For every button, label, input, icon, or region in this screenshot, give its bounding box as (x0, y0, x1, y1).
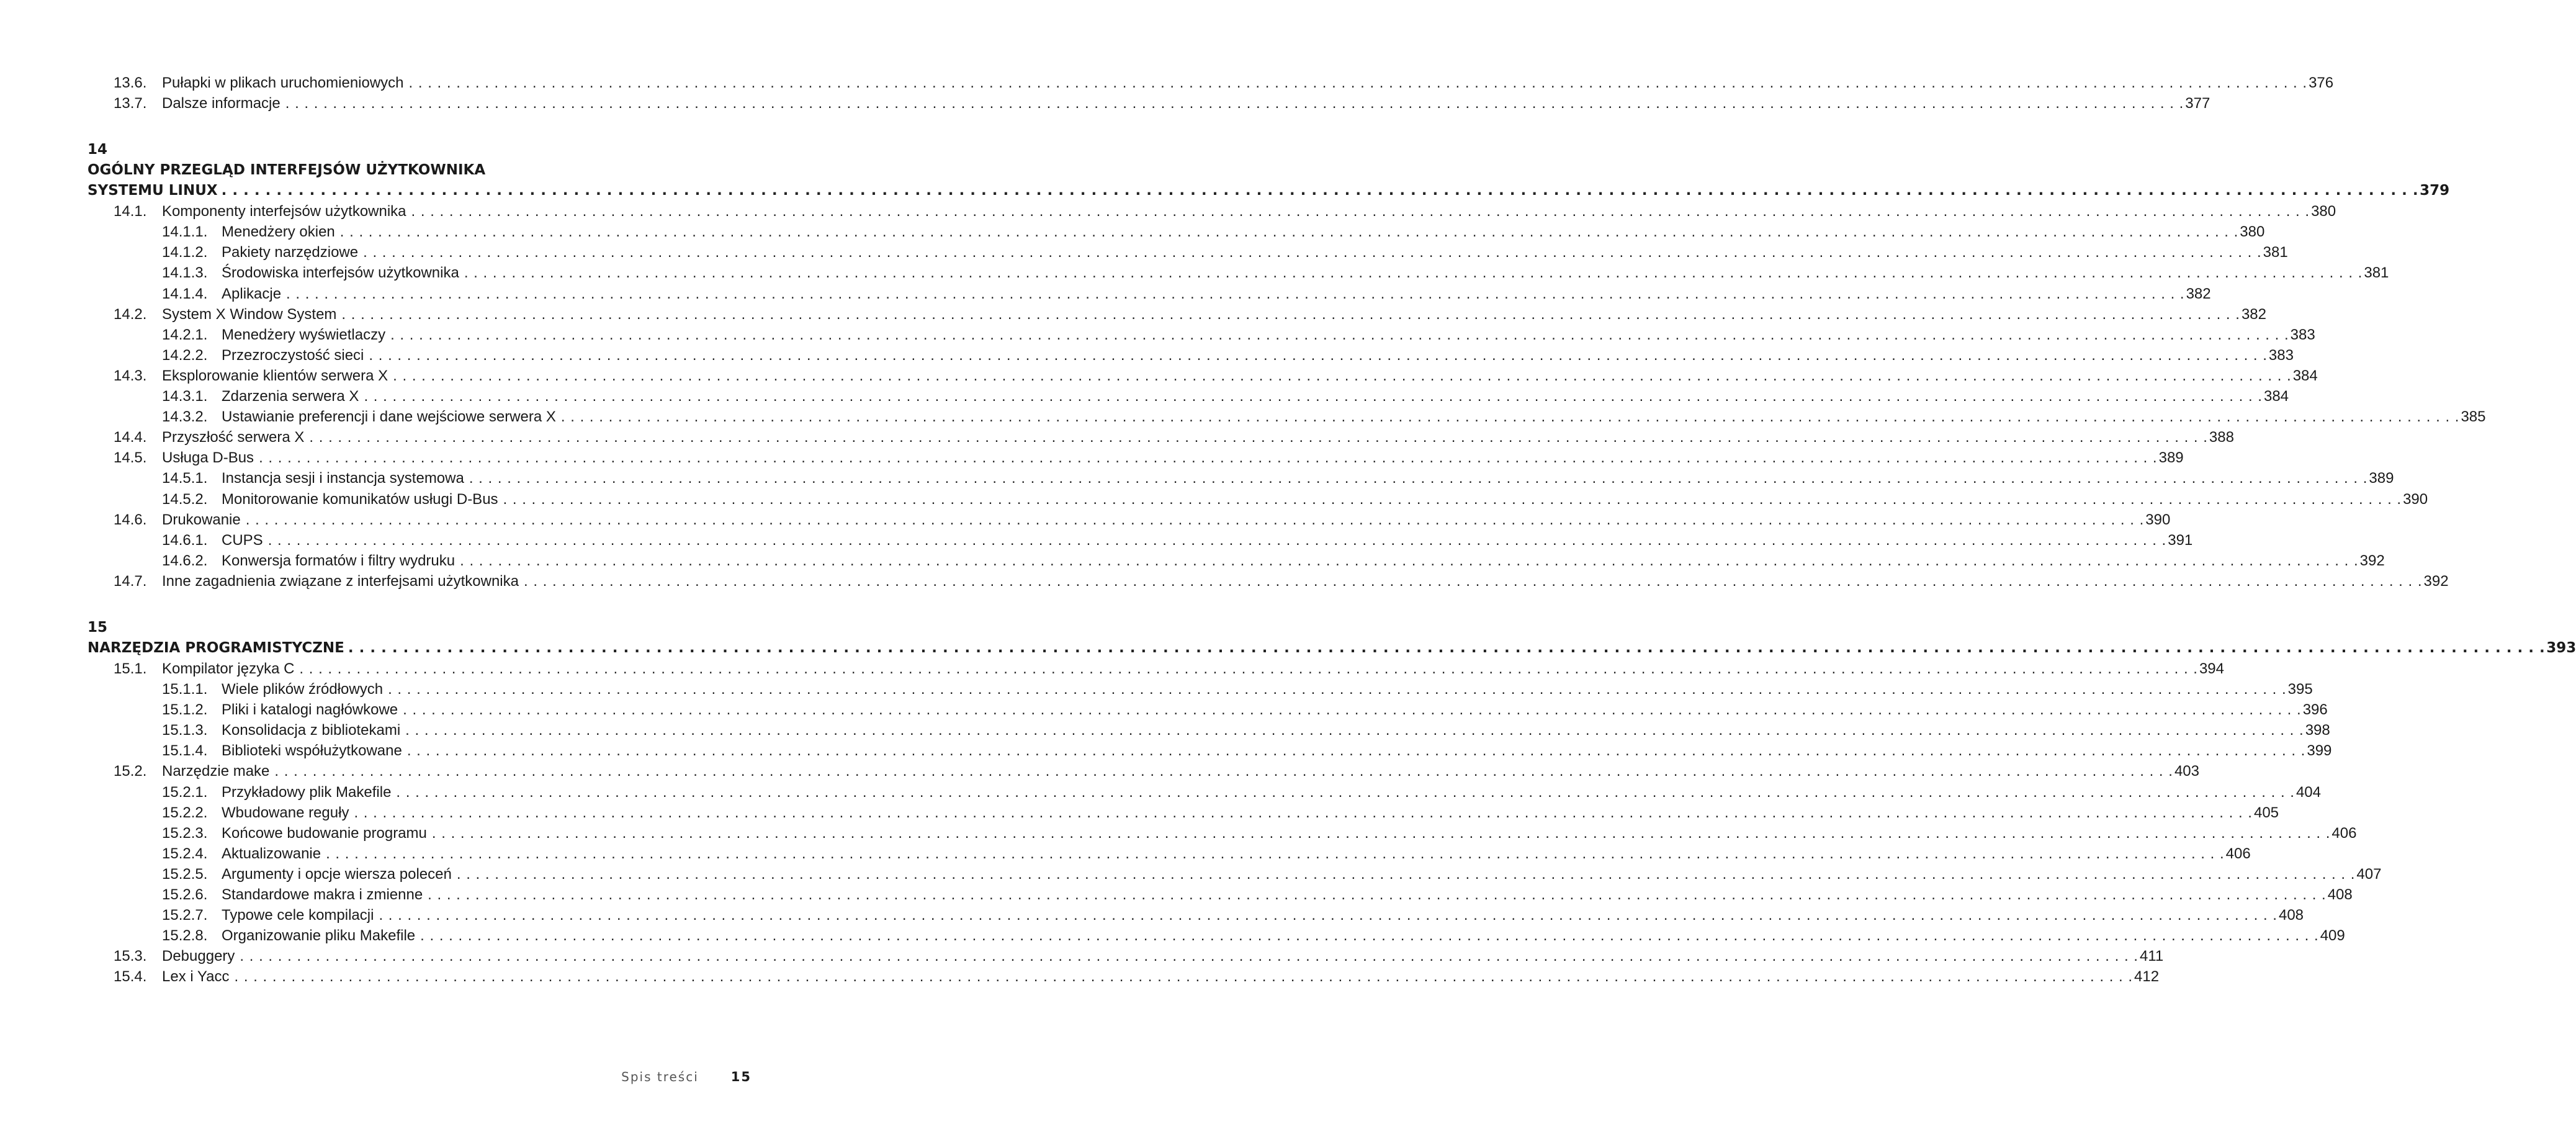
dot-leader: . . . . . . . . . . . . . . . . . . . . . . . . . . . . . . . . . . . . . . . . . . . . . . . . . . . . . . . . . . . . . . . . . . . . . . . . . . . . . . . . . . . . . . . . . . . . . . . . . . . . . . . . . . . . . . . . . . . . . . . . . . . . . . . . . . . . . . . . . . . . . . . . . . . . . . . . . . . . . . . . . . . . . . . . . . . . . . . . . . . . . . . . . . . . . . . . . . . . . . . . (403, 701, 2302, 719)
section-title: Aplikacje (222, 285, 282, 302)
page-number: 382 (2186, 285, 2211, 302)
section-number: 15.2.1. (162, 783, 208, 801)
toc-entry[interactable] (88, 73, 2334, 93)
dot-leader: . . . . . . . . . . . . . . . . . . . . . . . . . . . . . . . . . . . . . . . . . . . . . . . . . . . . . . . . . . . . . . . . . . . . . . . . . . . . . . . . . . . . . . . . . . . . . . . . . . . . . . . . . . . . . . . . . . . . . . . . . . . . . . . . . . . . . . . . . . . . . . . . . . . . . . . . . . . . . . . . . . . . . . . . . . . . . . . . . . . . . . . . . . . . . . . . . . . . . . . . (431, 824, 2331, 842)
dot-leader: . . . . . . . . . . . . . . . . . . . . . . . . . . . . . . . . . . . . . . . . . . . . . . . . . . . . . . . . . . . . . . . . . . . . . . . . . . . . . . . . . . . . . . . . . . . . . . . . . . . . . . . . . . . . . . . . . . . . . . . . . . . . . . . . . . . . . . . . . . . . . . . . . . . . . . . . . . . . . . . . . . . . . . . . . . . . . . . . . . . . . . . . . . . . . . . . . . . . . . . . (390, 326, 2289, 343)
section-title: Komponenty interfejsów użytkownika (162, 203, 406, 220)
page-number: 411 (2139, 948, 2164, 965)
page-number: 390 (2403, 490, 2428, 508)
chapter-number: 15 (88, 619, 108, 636)
section-title: System X Window System (162, 305, 337, 323)
dot-leader: . . . . . . . . . . . . . . . . . . . . . . . . . . . . . . . . . . . . . . . . . . . . . . . . . . . . . . . . . . . . . . . . . . . . . . . . . . . . . . . . . . . . . . . . . . . . . . . . . . . . . . . . . . . . . . . . . . . . . . . . . . . . . . . . . . . . . . . . . . . . . . . . . . . . . . . . . . . . . . . . . . . . . . . . . . . . . . . . . . . . . . . . . . . . . . . . . . . . . . . . (469, 470, 2368, 487)
section-title: CUPS (222, 531, 263, 549)
page-number: 406 (2225, 845, 2251, 862)
toc-entry[interactable] (88, 510, 2171, 530)
section-title: Monitorowanie komunikatów usługi D-Bus (222, 490, 498, 508)
chapter-title-text: NARZĘDZIA PROGRAMISTYCZNE (88, 639, 344, 656)
toc-subentry[interactable] (88, 407, 2486, 427)
chapter-page-number: 379 (2420, 182, 2450, 199)
toc-subentry[interactable] (88, 823, 2357, 843)
dot-leader: . . . . . . . . . . . . . . . . . . . . . . . . . . . . . . . . . . . . . . . . . . . . . . . . . . . . . . . . . . . . . . . . . . . . . . . . . . . . . . . . . . . . . . . . . . . . . . . . . . . . . . . . . . . . . . . . . . . . . . . . . . . . . . . . . . . . . . . . . . . . . . . . . . . . . . . . . . . . . . . . . . . . . . . . . . . . . . . . . . . . . . . . . . . . . . . . . . . . . . . . (274, 763, 2173, 780)
section-title: Zdarzenia serwera X (222, 388, 359, 405)
toc-subentry[interactable] (88, 325, 2315, 345)
section-title: Usługa D-Bus (162, 449, 254, 467)
section-title: Argumenty i opcje wiersza poleceń (222, 865, 452, 883)
dot-leader: . . . . . . . . . . . . . . . . . . . . . . . . . . . . . . . . . . . . . . . . . . . . . . . . . . . . . . . . . . . . . . . . . . . . . . . . . . . . . . . . . . . . . . . . . . . . . . . . . . . . . . . . . . . . . . . . . . . . . . . . . . . . . . . . . . . . . . . . . . . . . . . . . . . . . . . . . . . . . . . . . . . . . . . . . . . . . . . . . . . . . . . . . . . . . . . . . . . . . . . . (364, 388, 2263, 405)
section-title: Eksplorowanie klientów serwera X (162, 367, 388, 384)
section-number: 14.5. (114, 449, 147, 467)
section-number: 14.6. (114, 511, 147, 528)
dot-leader: . . . . . . . . . . . . . . . . . . . . . . . . . . . . . . . . . . . . . . . . . . . . . . . . . . . . . . . . . . . . . . . . . . . . . . . . . . . . . . . . . . . . . . . . . . . . . . . . . . . . . . . . . . . . . . . . . . . . . . . . . . . . . . . . . . . . . . . . . . . . . . . . . . . . . . . . . . . . . . . . . . . . . . . . . . . . . . . . . . . . . . . . . . . . . . . . . . . . . . . . (406, 742, 2306, 760)
toc-subentry[interactable] (88, 925, 2345, 946)
page-number: 381 (2263, 244, 2288, 261)
section-title: Kompilator języka C (162, 660, 295, 677)
spacer (88, 114, 752, 140)
section-number: 14.1.2. (162, 244, 208, 261)
dot-leader: . . . . . . . . . . . . . . . . . . . . . . . . . . . . . . . . . . . . . . . . . . . . . . . . . . . . . . . . . . . . . . . . . . . . . . . . . . . . . . . . . . . . . . . . . . . . . . . . . . . . . . . . . . . . . . . . . . . . . . . . . . . . . . . . . . . . . . . . . . . . . . . . . . . . . . . . . . . . . . . . . . . . . . . . . . . . . . . . . . . . . . . . . . . . . . . . . . . . . . . . (221, 182, 2419, 199)
dot-leader: . . . . . . . . . . . . . . . . . . . . . . . . . . . . . . . . . . . . . . . . . . . . . . . . . . . . . . . . . . . . . . . . . . . . . . . . . . . . . . . . . . . . . . . . . . . . . . . . . . . . . . . . . . . . . . . . . . . . . . . . . . . . . . . . . . . . . . . . . . . . . . . . . . . . . . . . . . . . . . . . . . . . . . . . . . . . . . . . . . . . . . . . . . . . . . . . . . . . . . . . (420, 927, 2319, 945)
chapter-title[interactable] (88, 638, 2576, 659)
dot-leader: . . . . . . . . . . . . . . . . . . . . . . . . . . . . . . . . . . . . . . . . . . . . . . . . . . . . . . . . . . . . . . . . . . . . . . . . . . . . . . . . . . . . . . . . . . . . . . . . . . . . . . . . . . . . . . . . . . . . . . . . . . . . . . . . . . . . . . . . . . . . . . . . . . . . . . . . . . . . . . . . . . . . . . . . . . . . . . . . . . . . . . . . . . . . . . . . . . . . . . . . (428, 886, 2327, 903)
dot-leader: . . . . . . . . . . . . . . . . . . . . . . . . . . . . . . . . . . . . . . . . . . . . . . . . . . . . . . . . . . . . . . . . . . . . . . . . . . . . . . . . . . . . . . . . . . . . . . . . . . . . . . . . . . . . . . . . . . . . . . . . . . . . . . . . . . . . . . . . . . . . . . . . . . . . . . . . . . . . . . . . . . . . . . . . . . . . . . . . . . . . . . . . . . . . . . . . . . . . . . . . (309, 429, 2208, 446)
chapter-number: 14 (88, 142, 108, 158)
toc-entry[interactable] (88, 93, 2210, 114)
section-number: 15.2.7. (162, 907, 208, 924)
dot-leader: . . . . . . . . . . . . . . . . . . . . . . . . . . . . . . . . . . . . . . . . . . . . . . . . . . . . . . . . . . . . . . . . . . . . . . . . . . . . . . . . . . . . . . . . . . . . . . . . . . . . . . . . . . . . . . . . . . . . . . . . . . . . . . . . . . . . . . . . . . . . . . . . . . . . . . . . . . . . . . . . . . . . . . . . . . . . . . . . . . . . . . . . . . . . . . . . . . . . . . . . (405, 722, 2304, 739)
toc-subentry[interactable] (88, 551, 2385, 571)
section-number: 15.2. (114, 763, 147, 780)
section-number: 15.2.3. (162, 824, 208, 842)
section-title: Pułapki w plikach uruchomieniowych (162, 74, 404, 91)
running-footer-label: Spis treści (621, 1069, 699, 1084)
toc-subentry[interactable] (88, 242, 2288, 263)
dot-leader: . . . . . . . . . . . . . . . . . . . . . . . . . . . . . . . . . . . . . . . . . . . . . . . . . . . . . . . . . . . . . . . . . . . . . . . . . . . . . . . . . . . . . . . . . . . . . . . . . . . . . . . . . . . . . . . . . . . . . . . . . . . . . . . . . . . . . . . . . . . . . . . . . . . . . . . . . . . . . . . . . . . . . . . . . . . . . . . . . . . . . . . . . . . . . . . . . . . . . . . . (286, 285, 2185, 302)
toc-entry[interactable] (88, 659, 2224, 679)
dot-leader: . . . . . . . . . . . . . . . . . . . . . . . . . . . . . . . . . . . . . . . . . . . . . . . . . . . . . . . . . . . . . . . . . . . . . . . . . . . . . . . . . . . . . . . . . . . . . . . . . . . . . . . . . . . . . . . . . . . . . . . . . . . . . . . . . . . . . . . . . . . . . . . . . . . . . . . . . . . . . . . . . . . . . . . . . . . . . . . . . . . . . . . . . . . . . . . . . . . . . . . . (354, 804, 2253, 821)
section-number: 14.2.1. (162, 326, 208, 343)
section-title: Narzędzie make (162, 763, 270, 780)
section-number: 13.6. (114, 74, 147, 91)
page-number: 399 (2307, 742, 2332, 760)
toc-entry[interactable] (88, 571, 2449, 591)
dot-leader: . . . . . . . . . . . . . . . . . . . . . . . . . . . . . . . . . . . . . . . . . . . . . . . . . . . . . . . . . . . . . . . . . . . . . . . . . . . . . . . . . . . . . . . . . . . . . . . . . . . . . . . . . . . . . . . . . . . . . . . . . . . . . . . . . . . . . . . . . . . . . . . . . . . . . . . . . . . . . . . . . . . . . . . . . . . . . . . . . . . . . . . . . . . . . . . . . . . . . . . . (234, 968, 2134, 986)
section-title: Menedżery wyświetlaczy (222, 326, 386, 343)
chapter-title-text: SYSTEMU LINUX (88, 182, 218, 199)
toc-entry[interactable] (88, 366, 2318, 386)
section-number: 15.3. (114, 948, 147, 965)
section-number: 15.2.6. (162, 886, 208, 903)
toc-subentry[interactable] (88, 345, 2294, 366)
dot-leader: . . . . . . . . . . . . . . . . . . . . . . . . . . . . . . . . . . . . . . . . . . . . . . . . . . . . . . . . . . . . . . . . . . . . . . . . . . . . . . . . . . . . . . . . . . . . . . . . . . . . . . . . . . . . . . . . . . . . . . . . . . . . . . . . . . . . . . . . . . . . . . . . . . . . . . . . . . . . . . . . . . . . . . . . . . . . . . . . . . . . . . . . . . . . . . . . . . . . . . . . (411, 203, 2310, 220)
section-title: Wiele plików źródłowych (222, 681, 384, 698)
page-number: 384 (2292, 367, 2318, 384)
page-number: 383 (2290, 326, 2315, 343)
dot-leader: . . . . . . . . . . . . . . . . . . . . . . . . . . . . . . . . . . . . . . . . . . . . . . . . . . . . . . . . . . . . . . . . . . . . . . . . . . . . . . . . . . . . . . . . . . . . . . . . . . . . . . . . . . . . . . . . . . . . . . . . . . . . . . . . . . . . . . . . . . . . . . . . . . . . . . . . . . . . . . . . . . . . . . . . . . . . . . . . . . . . . . . . . . . . . . . . . . . . . . . . (396, 783, 2295, 801)
dot-leader: . . . . . . . . . . . . . . . . . . . . . . . . . . . . . . . . . . . . . . . . . . . . . . . . . . . . . . . . . . . . . . . . . . . . . . . . . . . . . . . . . . . . . . . . . . . . . . . . . . . . . . . . . . . . . . . . . . . . . . . . . . . . . . . . . . . . . . . . . . . . . . . . . . . . . . . . . . . . . . . . . . . . . . . . . . . . . . . . . . . . . . . . . . . . . . . . . . . . . . . . (456, 865, 2356, 883)
section-number: 14.5.2. (162, 490, 208, 508)
section-title: Środowiska interfejsów użytkownika (222, 264, 459, 282)
section-number: 14.3. (114, 367, 147, 384)
section-number: 14.2.2. (162, 346, 208, 364)
section-title: Lex i Yacc (162, 968, 230, 986)
toc-subentry[interactable] (88, 489, 2428, 510)
section-title: Przezroczystość sieci (222, 346, 364, 364)
toc-subentry[interactable] (88, 468, 2394, 488)
page-number: 15 (730, 1069, 752, 1084)
section-list-chapter-15 (88, 659, 2382, 987)
dot-leader: . . . . . . . . . . . . . . . . . . . . . . . . . . . . . . . . . . . . . . . . . . . . . . . . . . . . . . . . . . . . . . . . . . . . . . . . . . . . . . . . . . . . . . . . . . . . . . . . . . . . . . . . . . . . . . . . . . . . . . . . . . . . . . . . . . . . . . . . . . . . . . . . . . . . . . . . . . . . . . . . . . . . . . . . . . . . . . . . . . . . . . . . . . . . . . . . . . . . . . . . (240, 948, 2138, 965)
section-title: Ustawianie preferencji i dane wejściowe serwera X (222, 408, 556, 426)
toc-entry[interactable] (88, 966, 2160, 987)
section-number: 15.2.8. (162, 927, 208, 945)
toc-subentry[interactable] (88, 222, 2265, 242)
page-number: 391 (2168, 531, 2193, 549)
toc-entry[interactable] (88, 304, 2266, 325)
spacer (88, 591, 752, 618)
toc-subentry[interactable] (88, 699, 2328, 720)
toc-entry[interactable] (88, 946, 2164, 966)
section-title: Biblioteki współużytkowane (222, 742, 402, 760)
section-title: Drukowanie (162, 511, 241, 528)
section-number: 14.1.4. (162, 285, 208, 302)
section-title: Aktualizowanie (222, 845, 321, 862)
section-title: Instancja sesji i instancja systemowa (222, 470, 464, 487)
toc-subentry[interactable] (88, 843, 2251, 864)
toc-subentry[interactable] (88, 803, 2279, 823)
toc-entry[interactable] (88, 427, 2234, 447)
dot-leader: . . . . . . . . . . . . . . . . . . . . . . . . . . . . . . . . . . . . . . . . . . . . . . . . . . . . . . . . . . . . . . . . . . . . . . . . . . . . . . . . . . . . . . . . . . . . . . . . . . . . . . . . . . . . . . . . . . . . . . . . . . . . . . . . . . . . . . . . . . . . . . . . . . . . . . . . . . . . . . . . . . . . . . . . . . . . . . . . . . . . . . . . . . . . . . . . . . . . . . . . (267, 531, 2167, 549)
toc-entry[interactable] (88, 201, 2336, 222)
toc-subentry[interactable] (88, 782, 2321, 803)
toc-subentry[interactable] (88, 530, 2193, 551)
dot-leader: . . . . . . . . . . . . . . . . . . . . . . . . . . . . . . . . . . . . . . . . . . . . . . . . . . . . . . . . . . . . . . . . . . . . . . . . . . . . . . . . . . . . . . . . . . . . . . . . . . . . . . . . . . . . . . . . . . . . . . . . . . . . . . . . . . . . . . . . . . . . . . . . . . . . . . . . . . . . . . . . . . . . . . . . . . . . . . . . . . . . . . . . . . . . . . . . . . . . . . . . (408, 74, 2308, 91)
chapter-title-continued[interactable] (88, 181, 2450, 201)
section-title: Standardowe makra i zmienne (222, 886, 423, 903)
page-number: 385 (2461, 408, 2486, 426)
toc-subentry[interactable] (88, 679, 2313, 699)
page-number: 381 (2364, 264, 2389, 282)
table-of-contents (88, 73, 2576, 987)
page-number: 403 (2174, 763, 2199, 780)
dot-leader: . . . . . . . . . . . . . . . . . . . . . . . . . . . . . . . . . . . . . . . . . . . . . . . . . . . . . . . . . . . . . . . . . . . . . . . . . . . . . . . . . . . . . . . . . . . . . . . . . . . . . . . . . . . . . . . . . . . . . . . . . . . . . . . . . . . . . . . . . . . . . . . . . . . . . . . . . . . . . . . . . . . . . . . . . . . . . . . . . . . . . . . . . . . . . . . . . . . . . . . . (503, 490, 2402, 508)
page-number: 382 (2241, 305, 2266, 323)
section-title: Typowe cele kompilacji (222, 907, 374, 924)
toc-subentry[interactable] (88, 864, 2382, 884)
section-title: Wbudowane reguły (222, 804, 349, 821)
page-number: 380 (2311, 203, 2336, 220)
section-number: 15.2.5. (162, 865, 208, 883)
section-title: Przykładowy plik Makefile (222, 783, 392, 801)
page-number: 406 (2331, 824, 2357, 842)
section-title: Przyszłość serwera X (162, 429, 305, 446)
section-title: Inne zagadnienia związane z interfejsami użytkownika (162, 572, 519, 590)
dot-leader: . . . . . . . . . . . . . . . . . . . . . . . . . . . . . . . . . . . . . . . . . . . . . . . . . . . . . . . . . . . . . . . . . . . . . . . . . . . . . . . . . . . . . . . . . . . . . . . . . . . . . . . . . . . . . . . . . . . . . . . . . . . . . . . . . . . . . . . . . . . . . . . . . . . . . . . . . . . . . . . . . . . . . . . . . . . . . . . . . . . . . . . . . . . . . . . . . . . . . . . . (341, 305, 2240, 323)
section-number: 14.3.1. (162, 388, 208, 405)
section-number: 14.1.1. (162, 223, 208, 241)
dot-leader: . . . . . . . . . . . . . . . . . . . . . . . . . . . . . . . . . . . . . . . . . . . . . . . . . . . . . . . . . . . . . . . . . . . . . . . . . . . . . . . . . . . . . . . . . . . . . . . . . . . . . . . . . . . . . . . . . . . . . . . . . . . . . . . . . . . . . . . . . . . . . . . . . . . . . . . . . . . . . . . . . . . . . . . . . . . . . . . . . . . . . . . . . . . . . . . . . . . . . . . . (560, 408, 2460, 426)
section-title: Konsolidacja z bibliotekami (222, 722, 401, 739)
toc-subentry[interactable] (88, 740, 2332, 761)
page-number: 398 (2305, 722, 2330, 739)
section-number: 15.1.4. (162, 742, 208, 760)
section-number: 15.2.2. (162, 804, 208, 821)
section-number: 14.1. (114, 203, 147, 220)
dot-leader: . . . . . . . . . . . . . . . . . . . . . . . . . . . . . . . . . . . . . . . . . . . . . . . . . . . . . . . . . . . . . . . . . . . . . . . . . . . . . . . . . . . . . . . . . . . . . . . . . . . . . . . . . . . . . . . . . . . . . . . . . . . . . . . . . . . . . . . . . . . . . . . . . . . . . . . . . . . . . . . . . . . . . . . . . . . . . . . . . . . . . . . . . . . . . . . . . . . . . . . . (339, 223, 2239, 241)
section-number: 14.7. (114, 572, 147, 590)
section-number: 15.1. (114, 660, 147, 677)
page-number: 383 (2268, 346, 2294, 364)
chapter-title[interactable] (88, 160, 752, 181)
section-number: 14.3.2. (162, 408, 208, 426)
dot-leader: . . . . . . . . . . . . . . . . . . . . . . . . . . . . . . . . . . . . . . . . . . . . . . . . . . . . . . . . . . . . . . . . . . . . . . . . . . . . . . . . . . . . . . . . . . . . . . . . . . . . . . . . . . . . . . . . . . . . . . . . . . . . . . . . . . . . . . . . . . . . . . . . . . . . . . . . . . . . . . . . . . . . . . . . . . . . . . . . . . . . . . . . . . . . . . . . . . . . . . . . (460, 552, 2359, 569)
section-number: 15.1.3. (162, 722, 208, 739)
toc-subentry[interactable] (88, 284, 2211, 304)
toc-subentry[interactable] (88, 905, 2304, 925)
section-number: 14.1.3. (162, 264, 208, 282)
page-number: 409 (2320, 927, 2345, 945)
section-number: 14.4. (114, 429, 147, 446)
page-number: 408 (2278, 907, 2304, 924)
page-number: 377 (2185, 95, 2210, 112)
page-number: 376 (2309, 74, 2334, 91)
page-footer (621, 1069, 752, 1084)
page-number: 408 (2327, 886, 2353, 903)
page-number: 404 (2296, 783, 2321, 801)
section-number: 15.1.2. (162, 701, 208, 719)
section-number: 13.7. (114, 95, 147, 112)
section-list-chapter-13 (88, 73, 2334, 114)
page-number: 388 (2209, 429, 2234, 446)
toc-entry[interactable] (88, 761, 2199, 781)
page-number: 384 (2263, 388, 2289, 405)
page-number: 405 (2253, 804, 2279, 821)
page-number: 412 (2134, 968, 2160, 986)
dot-leader: . . . . . . . . . . . . . . . . . . . . . . . . . . . . . . . . . . . . . . . . . . . . . . . . . . . . . . . . . . . . . . . . . . . . . . . . . . . . . . . . . . . . . . . . . . . . . . . . . . . . . . . . . . . . . . . . . . . . . . . . . . . . . . . . . . . . . . . . . . . . . . . . . . . . . . . . . . . . . . . . . . . . . . . . . . . . . . . . . . . . . . . . . . . . . . . . . . . . . . . . (259, 449, 2158, 467)
section-number: 14.2. (114, 305, 147, 323)
section-title: Konwersja formatów i filtry wydruku (222, 552, 456, 569)
section-number: 14.6.2. (162, 552, 208, 569)
dot-leader: . . . . . . . . . . . . . . . . . . . . . . . . . . . . . . . . . . . . . . . . . . . . . . . . . . . . . . . . . . . . . . . . . . . . . . . . . . . . . . . . . . . . . . . . . . . . . . . . . . . . . . . . . . . . . . . . . . . . . . . . . . . . . . . . . . . . . . . . . . . . . . . . . . . . . . . . . . . . . . . . . . . . . . . . . . . . . . . . . . . . . . . . . . . . . . . . . . . . . . . . (285, 95, 2184, 112)
section-title: Końcowe budowanie programu (222, 824, 427, 842)
toc-subentry[interactable] (88, 720, 2330, 740)
page-number: 390 (2145, 511, 2171, 528)
section-number: 15.4. (114, 968, 147, 986)
section-title: Debuggery (162, 948, 235, 965)
section-title: Organizowanie pliku Makefile (222, 927, 416, 945)
dot-leader: . . . . . . . . . . . . . . . . . . . . . . . . . . . . . . . . . . . . . . . . . . . . . . . . . . . . . . . . . . . . . . . . . . . . . . . . . . . . . . . . . . . . . . . . . . . . . . . . . . . . . . . . . . . . . . . . . . . . . . . . . . . . . . . . . . . . . . . . . . . . . . . . . . . . . . . . . . . . . . . . . . . . . . . . . . . . . . . . . . . . . . . . . . . . . . . . . . . . . . . . (326, 845, 2225, 862)
section-number: 15.2.4. (162, 845, 208, 862)
page-number: 396 (2302, 701, 2328, 719)
dot-leader: . . . . . . . . . . . . . . . . . . . . . . . . . . . . . . . . . . . . . . . . . . . . . . . . . . . . . . . . . . . . . . . . . . . . . . . . . . . . . . . . . . . . . . . . . . . . . . . . . . . . . . . . . . . . . . . . . . . . . . . . . . . . . . . . . . . . . . . . . . . . . . . . . . . . . . . . . . . . . . . . . . . . . . . . . . . . . . . . . . . . . . . . . . . . . . . . . . . . . . . . (299, 660, 2198, 677)
section-title: Pliki i katalogi nagłówkowe (222, 701, 398, 719)
dot-leader: . . . . . . . . . . . . . . . . . . . . . . . . . . . . . . . . . . . . . . . . . . . . . . . . . . . . . . . . . . . . . . . . . . . . . . . . . . . . . . . . . . . . . . . . . . . . . . . . . . . . . . . . . . . . . . . . . . . . . . . . . . . . . . . . . . . . . . . . . . . . . . . . . . . . . . . . . . . . . . . . . . . . . . . . . . . . . . . . . . . . . . . . . . . . . . . . . . . . . . . . (464, 264, 2363, 282)
chapter-title-text: OGÓLNY PRZEGLĄD INTERFEJSÓW UŻYTKOWNIKA (88, 162, 486, 179)
section-number: 14.6.1. (162, 531, 208, 549)
page-number: 380 (2240, 223, 2265, 241)
toc-subentry[interactable] (88, 884, 2353, 905)
dot-leader: . . . . . . . . . . . . . . . . . . . . . . . . . . . . . . . . . . . . . . . . . . . . . . . . . . . . . . . . . . . . . . . . . . . . . . . . . . . . . . . . . . . . . . . . . . . . . . . . . . . . . . . . . . . . . . . . . . . . . . . . . . . . . . . . . . . . . . . . . . . . . . . . . . . . . . . . . . . . . . . . . . . . . . . . . . . . . . . . . . . . . . . . . . . . . . . . . . . . . . . . (245, 511, 2145, 528)
section-title: Pakiety narzędziowe (222, 244, 359, 261)
dot-leader: . . . . . . . . . . . . . . . . . . . . . . . . . . . . . . . . . . . . . . . . . . . . . . . . . . . . . . . . . . . . . . . . . . . . . . . . . . . . . . . . . . . . . . . . . . . . . . . . . . . . . . . . . . . . . . . . . . . . . . . . . . . . . . . . . . . . . . . . . . . . . . . . . . . . . . . . . . . . . . . . . . . . . . . . . . . . . . . . . . . . . . . . . . . . . . . . . . . . . . . . (393, 367, 2292, 384)
page-number: 389 (2158, 449, 2184, 467)
toc-entry[interactable] (88, 447, 2184, 468)
dot-leader: . . . . . . . . . . . . . . . . . . . . . . . . . . . . . . . . . . . . . . . . . . . . . . . . . . . . . . . . . . . . . . . . . . . . . . . . . . . . . . . . . . . . . . . . . . . . . . . . . . . . . . . . . . . . . . . . . . . . . . . . . . . . . . . . . . . . . . . . . . . . . . . . . . . . . . . . . . . . . . . . . . . . . . . . . . . . . . . . . . . . . . . . . . . . . . . . . . . . . . . . (369, 346, 2268, 364)
section-number: 14.5.1. (162, 470, 208, 487)
page-number: 392 (2359, 552, 2385, 569)
page-number: 407 (2356, 865, 2382, 883)
dot-leader: . . . . . . . . . . . . . . . . . . . . . . . . . . . . . . . . . . . . . . . . . . . . . . . . . . . . . . . . . . . . . . . . . . . . . . . . . . . . . . . . . . . . . . . . . . . . . . . . . . . . . . . . . . . . . . . . . . . . . . . . . . . . . . . . . . . . . . . . . . . . . . . . . . . . . . . . . . . . . . . . . . . . . . . . . . . . . . . . . . . . . . . . . . . . . . . . . . . . . . . . (379, 907, 2278, 924)
chapter-page-number: 393 (2546, 639, 2576, 656)
toc-subentry[interactable] (88, 263, 2389, 283)
dot-leader: . . . . . . . . . . . . . . . . . . . . . . . . . . . . . . . . . . . . . . . . . . . . . . . . . . . . . . . . . . . . . . . . . . . . . . . . . . . . . . . . . . . . . . . . . . . . . . . . . . . . . . . . . . . . . . . . . . . . . . . . . . . . . . . . . . . . . . . . . . . . . . . . . . . . . . . . . . . . . . . . . . . . . . . . . . . . . . . . . . . . . . . . . . . . . . . . . . . . . . . . (523, 572, 2423, 590)
section-title: Menedżery okien (222, 223, 335, 241)
toc-subentry[interactable] (88, 386, 2289, 407)
section-number: 15.1.1. (162, 681, 208, 698)
dot-leader: . . . . . . . . . . . . . . . . . . . . . . . . . . . . . . . . . . . . . . . . . . . . . . . . . . . . . . . . . . . . . . . . . . . . . . . . . . . . . . . . . . . . . . . . . . . . . . . . . . . . . . . . . . . . . . . . . . . . . . . . . . . . . . . . . . . . . . . . . . . . . . . . . . . . . . . . . . . . . . . . . . . . . . . . . . . . . . . . . . . . . . . . . . . . . . . . . . . . . . . . (348, 639, 2546, 656)
page-number: 394 (2199, 660, 2224, 677)
page-number: 395 (2287, 681, 2313, 698)
page-number: 392 (2423, 572, 2449, 590)
section-list-chapter-14 (88, 201, 2486, 591)
dot-leader: . . . . . . . . . . . . . . . . . . . . . . . . . . . . . . . . . . . . . . . . . . . . . . . . . . . . . . . . . . . . . . . . . . . . . . . . . . . . . . . . . . . . . . . . . . . . . . . . . . . . . . . . . . . . . . . . . . . . . . . . . . . . . . . . . . . . . . . . . . . . . . . . . . . . . . . . . . . . . . . . . . . . . . . . . . . . . . . . . . . . . . . . . . . . . . . . . . . . . . . . (363, 244, 2262, 261)
page-number: 389 (2369, 470, 2394, 487)
dot-leader: . . . . . . . . . . . . . . . . . . . . . . . . . . . . . . . . . . . . . . . . . . . . . . . . . . . . . . . . . . . . . . . . . . . . . . . . . . . . . . . . . . . . . . . . . . . . . . . . . . . . . . . . . . . . . . . . . . . . . . . . . . . . . . . . . . . . . . . . . . . . . . . . . . . . . . . . . . . . . . . . . . . . . . . . . . . . . . . . . . . . . . . . . . . . . . . . . . . . . . . . (388, 681, 2287, 698)
section-title: Dalsze informacje (162, 95, 280, 112)
